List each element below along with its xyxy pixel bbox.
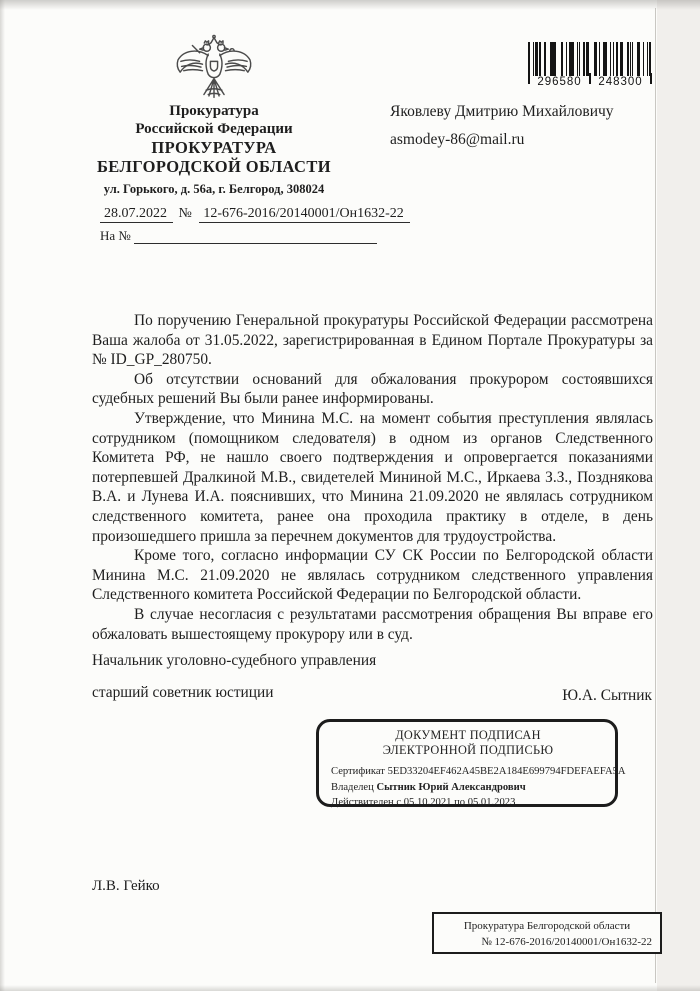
stamp-title-line1: ДОКУМЕНТ ПОДПИСАН	[395, 728, 541, 742]
barcode-bars	[528, 42, 652, 76]
body-paragraph: Кроме того, согласно информации СУ СК России по Белгородской области Минина М.С. 21.09.2020 не являлась сотрудником следственного управления Следственного комитета Российской Федерации по Белгородской области.	[92, 547, 653, 604]
office-address: ул. Горького, д. 56а, г. Белгород, 308024	[103, 182, 325, 196]
certificate-label: Сертификат	[331, 766, 385, 777]
validity-label: Действителен с	[331, 797, 402, 808]
validity-to: 05.01.2023	[467, 797, 516, 808]
validity-to-label: по	[454, 797, 466, 808]
addressee-name: Яковлеву Дмитрию Михайловичу	[390, 103, 614, 120]
footer-registration-stamp	[432, 912, 662, 954]
scan-edge-band	[657, 0, 700, 991]
footer-stamp-number: № 12-676-2016/20140001/Он1632-22	[481, 936, 652, 948]
electronic-signature-stamp	[316, 719, 626, 808]
office-name-line1: ПРОКУРАТУРА	[151, 138, 277, 157]
barcode-guard-right	[650, 73, 652, 84]
owner-name: Сытник Юрий Александрович	[376, 781, 526, 793]
body-paragraph: В случае несогласия с результатами рассмотрения обращения Вы вправе его обжаловать вышестоящему прокурору или в суд.	[92, 605, 653, 643]
office-name	[69, 138, 359, 176]
stamp-certificate-line	[331, 764, 626, 780]
reference-blank-line	[134, 229, 377, 244]
stamp-validity-line	[331, 795, 605, 811]
owner-label: Владелец	[331, 781, 374, 793]
number-sign: №	[178, 206, 192, 221]
body-paragraph: Утверждение, что Минина М.С. на момент события преступления являлась сотрудником (помощником следователя) в одном из органов Следственного Комитета РФ, не нашло своего подтверждения и опровергается показаниями потерпевшей Дралкиной М.В., свидетелей Мининой М.С., Иркаева З.З., Позднякова В.А. и Лунева И.А. пояснивших, что Минина 21.09.2020 не являлась сотрудником следственного комитета, ранее она проходила практику в отделе, в день произошедшего пришла за перечнем документов для трудоустройства.	[92, 409, 653, 545]
letter-date: 28.07.2022	[100, 206, 173, 223]
outgoing-number-row	[100, 206, 410, 222]
validity-from: 05.10.2021	[403, 797, 452, 808]
coat-of-arms-icon	[170, 34, 258, 106]
addressee-email: asmodey-86@mail.ru	[390, 131, 525, 148]
reference-number-row	[100, 228, 377, 244]
barcode-digits-left: 296580	[537, 76, 582, 88]
addressee-block	[390, 98, 614, 154]
footer-stamp-org: Прокуратура Белгородской области	[463, 920, 631, 932]
scan-edge-bottom	[0, 985, 700, 991]
scan-edge-line	[655, 8, 656, 983]
barcode-guard-middle	[589, 73, 591, 84]
signer-name: Ю.А. Сытник	[562, 687, 652, 704]
signer-position-line2: старший советник юстиции	[92, 684, 274, 701]
registration-barcode	[528, 42, 652, 88]
stamp-title-line2: ЭЛЕКТРОННОЙ ПОДПИСЬЮ	[382, 742, 554, 757]
executor-name: Л.В. Гейко	[92, 878, 160, 894]
barcode-guard-left	[528, 73, 530, 84]
letter-number: 12-676-2016/20140001/Он1632-22	[199, 206, 409, 223]
body-paragraph: По поручению Генеральной прокуратуры Российской Федерации рассмотрена Ваша жалоба от 31.05.2022, зарегистрированная в Едином Портале Прокуратуры за № ID_GP_280750.	[92, 312, 653, 369]
org-name-line2: Российской Федерации	[135, 121, 293, 137]
scan-edge-left	[0, 0, 5, 991]
certificate-value: 5ED33204EF462A45BE2A184E699794FDEFAEFA5A	[387, 766, 626, 777]
org-name	[79, 102, 349, 138]
office-name-line2: БЕЛГОРОДСКОЙ ОБЛАСТИ	[97, 157, 331, 176]
scan-edge-top	[0, 0, 700, 10]
signer-position-line1: Начальник уголовно-судебного управления	[92, 652, 377, 669]
body-paragraph: Об отсутствии оснований для обжалования прокурором состоявшихся судебных решений Вы были ранее информированы.	[92, 370, 653, 408]
stamp-owner-line	[331, 780, 605, 796]
barcode-digits-right: 248300	[598, 76, 643, 88]
reference-label: На №	[100, 228, 131, 243]
letter-body	[92, 311, 653, 644]
org-name-line1: Прокуратура	[169, 103, 259, 119]
